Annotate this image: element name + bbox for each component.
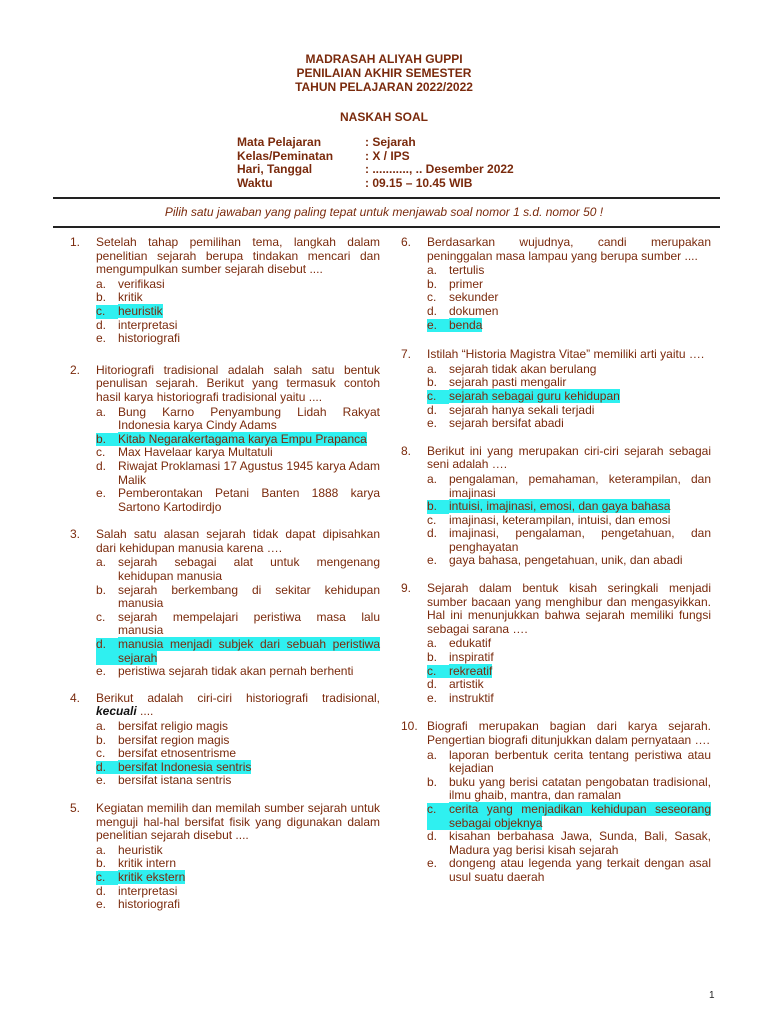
question-stem-text: Istilah “Historia Magistra Vitae” memiliki arti yaitu …. xyxy=(427,347,705,362)
option-text: buku yang berisi catatan pengobatan tradisional, ilmu ghaib, mantra, dan ramalan xyxy=(449,774,711,803)
option-text: tertulis xyxy=(449,263,485,278)
option-letter: b. xyxy=(96,290,107,305)
answer-option xyxy=(427,514,711,528)
question-number: 10. xyxy=(401,719,418,734)
option-text: kritik intern xyxy=(118,856,177,871)
option-text: Pemberontakan Petani Banten 1888 karya Sartono Kartodirdjo xyxy=(118,486,380,514)
question-number: 4. xyxy=(70,690,81,705)
answer-option xyxy=(96,278,380,292)
answer-option xyxy=(96,611,380,638)
option-text: edukatif xyxy=(449,636,492,651)
answer-option xyxy=(96,433,380,447)
option-letter: d. xyxy=(427,303,438,318)
option-letter: e. xyxy=(96,897,107,912)
option-text xyxy=(118,871,380,885)
question-stem xyxy=(427,236,711,263)
question-body xyxy=(427,720,711,884)
answer-option xyxy=(96,885,380,899)
answer-options xyxy=(96,406,380,515)
option-letter: a. xyxy=(427,747,438,762)
highlighted-answer: rekreatif xyxy=(449,663,493,678)
option-letter: c. xyxy=(427,390,449,404)
option-text: sekunder xyxy=(449,290,499,305)
answer-options xyxy=(96,556,380,678)
question-number: 7. xyxy=(401,347,412,362)
answer-option xyxy=(96,487,380,514)
exam-meta xyxy=(237,136,514,190)
option-letter: d. xyxy=(96,458,107,473)
option-letter: a. xyxy=(96,555,107,570)
answer-option xyxy=(427,554,711,568)
option-text: artistik xyxy=(449,677,484,692)
option-letter: b. xyxy=(96,856,107,871)
option-letter: d. xyxy=(96,317,107,332)
answer-option xyxy=(96,319,380,333)
answer-option xyxy=(427,527,711,554)
meta-row xyxy=(237,136,514,150)
instruction-text: Pilih satu jawaban yang paling tepat untuk menjawab soal nomor 1 s.d. nomor 50 ! xyxy=(164,205,604,219)
option-letter: a. xyxy=(96,719,107,733)
option-text: historiografi xyxy=(118,331,181,346)
divider-bottom xyxy=(53,226,720,228)
meta-row xyxy=(237,150,514,164)
question-stem-text: Biografi merupakan bagian dari karya sejarah. Pengertian biografi ditunjukkan dalam pernyataan …. xyxy=(427,719,711,747)
option-text: sejarah hanya sekali terjadi xyxy=(449,402,595,417)
answer-option xyxy=(96,871,380,885)
answer-options xyxy=(427,749,711,885)
exam-header xyxy=(0,52,768,124)
option-text xyxy=(118,761,380,775)
question-stem-text: Berikut ini yang merupakan ciri-ciri sejarah sebagai seni adalah …. xyxy=(427,443,711,472)
question-number: 2. xyxy=(70,362,81,377)
option-letter: d. xyxy=(96,761,118,775)
highlighted-answer: Kitab Negarakertagama karya Empu Prapanca xyxy=(118,431,367,446)
answer-option xyxy=(96,584,380,611)
question-body xyxy=(427,348,711,431)
option-text: dokumen xyxy=(449,303,499,318)
answer-option xyxy=(96,720,380,734)
question-body xyxy=(96,802,380,912)
option-text: gaya bahasa, pengetahuan, unik, dan abadi xyxy=(449,553,683,568)
meta-label: Kelas/Peminatan xyxy=(237,148,334,163)
option-letter: a. xyxy=(96,842,107,857)
answer-option xyxy=(96,665,380,679)
meta-value: : X / IPS xyxy=(365,148,410,163)
highlighted-answer: intuisi, imajinasi, emosi, dan gaya bahasa xyxy=(449,499,671,514)
question-body xyxy=(427,582,711,705)
answer-option xyxy=(96,761,380,775)
question-number: 3. xyxy=(70,527,81,542)
option-letter: a. xyxy=(427,263,438,278)
question-stem-text: Berdasarkan wujudnya, candi merupakan peninggalan masa lampau yang berupa sumber .... xyxy=(427,235,711,263)
question-item xyxy=(401,445,711,568)
option-text: sejarah berkembang di sekitar kehidupan manusia xyxy=(118,582,380,611)
answer-option xyxy=(96,734,380,748)
answer-option xyxy=(96,638,380,665)
question-stem xyxy=(427,720,711,747)
option-letter: b. xyxy=(96,582,107,597)
option-text: historiografi xyxy=(118,897,181,912)
option-text xyxy=(118,638,380,665)
answer-options xyxy=(427,473,711,568)
highlighted-answer: heuristik xyxy=(118,303,163,318)
question-stem xyxy=(427,582,711,636)
option-letter: b. xyxy=(427,500,449,514)
answer-option xyxy=(427,857,711,884)
option-text xyxy=(449,665,711,679)
answer-option xyxy=(427,830,711,857)
answer-option xyxy=(427,404,711,418)
option-text: Max Havelaar karya Multatuli xyxy=(118,445,273,460)
answer-option xyxy=(427,319,711,333)
answer-option xyxy=(427,363,711,377)
question-item xyxy=(401,348,711,431)
exam-name: PENILAIAN AKHIR SEMESTER xyxy=(296,66,472,80)
answer-option xyxy=(96,844,380,858)
questions-right-column xyxy=(401,236,711,885)
question-stem-text: Hitoriografi tradisional adalah salah satu bentuk penulisan sejarah. Berikut yang termasuk contoh hasil karya historiografi tradisional yaitu .... xyxy=(96,362,380,404)
option-text xyxy=(449,319,711,333)
option-text: imajinasi, keterampilan, intuisi, dan emosi xyxy=(449,512,671,527)
meta-label: Mata Pelajaran xyxy=(237,135,322,149)
option-letter: e. xyxy=(427,856,438,871)
answer-option xyxy=(96,291,380,305)
question-item xyxy=(401,720,711,884)
questions-left-column xyxy=(70,236,380,912)
option-text xyxy=(118,305,380,319)
option-letter: d. xyxy=(96,883,107,898)
option-letter: e. xyxy=(96,486,107,501)
answer-option xyxy=(427,665,711,679)
answer-option xyxy=(427,749,711,776)
highlighted-answer: sejarah sebagai guru kehidupan xyxy=(449,388,620,403)
option-letter: d. xyxy=(427,526,438,541)
question-body xyxy=(96,364,380,515)
option-letter: b. xyxy=(96,433,118,447)
option-text: sejarah pasti mengalir xyxy=(449,375,567,390)
option-letter: c. xyxy=(96,746,106,761)
question-stem xyxy=(96,802,380,843)
question-body xyxy=(96,528,380,679)
option-letter: a. xyxy=(427,636,438,651)
option-letter: c. xyxy=(96,871,118,885)
option-text: sejarah sebagai alat untuk mengenang kehidupan manusia xyxy=(118,555,380,584)
answer-option xyxy=(96,898,380,912)
answer-option xyxy=(427,692,711,706)
option-text: kritik xyxy=(118,290,143,305)
answer-option xyxy=(427,278,711,292)
answer-option xyxy=(427,776,711,803)
option-letter: a. xyxy=(96,276,107,291)
option-letter: d. xyxy=(427,677,438,692)
answer-option xyxy=(96,446,380,460)
highlighted-answer: bersifat Indonesia sentris xyxy=(118,759,252,774)
academic-year: TAHUN PELAJARAN 2022/2022 xyxy=(295,80,473,94)
question-stem xyxy=(96,364,380,405)
meta-label: Hari, Tanggal xyxy=(237,162,313,176)
answer-option xyxy=(96,305,380,319)
option-text: imajinasi, pengalaman, pengetahuan, dan penghayatan xyxy=(449,526,711,554)
option-letter: b. xyxy=(427,375,438,390)
option-text: sejarah tidak akan berulang xyxy=(449,361,597,376)
question-number: 1. xyxy=(70,235,81,249)
answer-option xyxy=(96,857,380,871)
option-letter: c. xyxy=(427,512,437,527)
option-text xyxy=(449,500,711,514)
meta-row xyxy=(237,163,514,177)
option-letter: a. xyxy=(427,361,438,376)
question-number: 8. xyxy=(401,443,412,458)
document-title: NASKAH SOAL xyxy=(339,110,428,124)
answer-option xyxy=(427,678,711,692)
question-stem-text: Setelah tahap pemilihan tema, langkah dalam penelitian sejarah berupa tindakan mencari dan mengumpulkan sumber sejarah disebut .... xyxy=(96,235,380,277)
option-text: sejarah mempelajari peristiwa masa lalu manusia xyxy=(118,609,380,638)
question-item xyxy=(70,802,380,912)
option-text: inspiratif xyxy=(449,650,494,665)
question-item xyxy=(70,364,380,515)
question-stem xyxy=(96,528,380,555)
question-stem xyxy=(96,692,380,719)
option-text: bersifat region magis xyxy=(118,732,230,747)
option-text: Bung Karno Penyambung Lidah Rakyat Indonesia karya Cindy Adams xyxy=(118,404,380,433)
page-number: 1 xyxy=(709,990,715,1001)
answer-options xyxy=(427,264,711,332)
option-text: laporan berbentuk cerita tentang peristiwa atau kejadian xyxy=(449,747,711,776)
meta-value: : 09.15 – 10.45 WIB xyxy=(365,175,473,190)
question-stem xyxy=(427,348,711,362)
option-text: heuristik xyxy=(118,842,163,857)
option-letter: e. xyxy=(427,690,438,705)
option-text: bersifat religio magis xyxy=(118,719,229,733)
highlighted-answer: kritik ekstern xyxy=(118,869,186,884)
question-number: 9. xyxy=(401,581,412,596)
answer-option xyxy=(96,556,380,583)
answer-option xyxy=(427,500,711,514)
option-text: bersifat etnosentrisme xyxy=(118,746,237,761)
option-text: instruktif xyxy=(449,690,494,705)
option-text: kisahan berbahasa Jawa, Sunda, Bali, Sasak, Madura yag berisi kisah sejarah xyxy=(449,829,711,857)
option-text xyxy=(118,433,380,447)
option-letter: e. xyxy=(427,553,438,568)
option-text: interpretasi xyxy=(118,317,178,332)
option-letter: c. xyxy=(427,290,437,305)
question-body xyxy=(96,692,380,788)
option-text: primer xyxy=(449,276,484,291)
answer-option xyxy=(96,406,380,433)
option-text: interpretasi xyxy=(118,883,178,898)
answer-option xyxy=(427,637,711,651)
answer-option xyxy=(427,376,711,390)
option-letter: d. xyxy=(96,638,118,665)
option-letter: d. xyxy=(427,829,438,844)
answer-option xyxy=(96,332,380,346)
highlighted-answer: cerita yang menjadikan kehidupan seseorang sebagai objeknya xyxy=(449,801,711,830)
question-stem-emphasis: kecuali xyxy=(96,704,137,719)
answer-option xyxy=(96,747,380,761)
option-letter: a. xyxy=(96,404,107,419)
question-item xyxy=(401,236,711,332)
option-letter: c. xyxy=(96,305,118,319)
question-item xyxy=(401,582,711,705)
answer-option xyxy=(427,651,711,665)
question-stem-text: Berikut adalah ciri-ciri historiografi tradisional, xyxy=(96,690,380,705)
option-letter: e. xyxy=(427,416,438,431)
option-letter: b. xyxy=(427,774,438,789)
option-text: sejarah bersifat abadi xyxy=(449,416,564,431)
option-letter: c. xyxy=(96,445,106,460)
answer-option xyxy=(427,473,711,500)
answer-options xyxy=(96,720,380,788)
question-stem-tail: .... xyxy=(136,704,154,719)
answer-option xyxy=(427,264,711,278)
question-item xyxy=(70,692,380,788)
question-item xyxy=(70,528,380,679)
answer-option xyxy=(427,417,711,431)
school-name: MADRASAH ALIYAH GUPPI xyxy=(305,52,463,66)
answer-option xyxy=(427,803,711,830)
divider-top xyxy=(53,197,720,199)
question-number: 6. xyxy=(401,235,412,249)
answer-options xyxy=(427,363,711,431)
question-stem-text: Kegiatan memilih dan memilah sumber sejarah untuk menguji hal-hal bersifat fisik yang digunakan dalam penelitian sejarah disebut .... xyxy=(96,800,380,843)
answer-option xyxy=(427,305,711,319)
answer-option xyxy=(427,291,711,305)
question-item xyxy=(70,236,380,346)
highlighted-answer: manusia menjadi subjek dari sebuah peristiwa sejarah xyxy=(118,637,380,665)
option-letter: e. xyxy=(96,773,107,788)
meta-value: : Sejarah xyxy=(365,135,416,149)
option-letter: b. xyxy=(427,650,438,665)
option-letter: b. xyxy=(427,276,438,291)
answer-option xyxy=(427,390,711,404)
question-number: 5. xyxy=(70,800,81,815)
meta-value: : ..........., .. Desember 2022 xyxy=(365,162,514,176)
question-body xyxy=(427,445,711,568)
option-letter: d. xyxy=(427,402,438,417)
question-stem-text: Sejarah dalam bentuk kisah seringkali menjadi sumber bacaan yang menghibur dan mengasyikkan. Hal ini menunjukkan bahwa sejarah memiliki fungsi sebagai sarana …. xyxy=(427,581,711,636)
option-letter: e. xyxy=(96,664,107,679)
question-stem xyxy=(427,445,711,472)
answer-options xyxy=(96,844,380,912)
option-text xyxy=(449,803,711,830)
option-letter: e. xyxy=(96,331,107,346)
option-letter: b. xyxy=(96,732,107,747)
option-text: Riwajat Proklamasi 17 Agustus 1945 karya Adam Malik xyxy=(118,458,380,487)
question-body xyxy=(96,236,380,346)
highlighted-answer: benda xyxy=(449,317,483,332)
option-text: verifikasi xyxy=(118,276,165,291)
answer-option xyxy=(96,460,380,487)
answer-options xyxy=(427,637,711,705)
meta-label: Waktu xyxy=(237,175,273,190)
option-text xyxy=(449,390,711,404)
option-letter: c. xyxy=(427,803,449,830)
answer-option xyxy=(96,774,380,788)
question-body xyxy=(427,236,711,332)
option-letter: c. xyxy=(96,609,106,624)
question-stem xyxy=(96,236,380,277)
option-text: pengalaman, pemahaman, keterampilan, dan imajinasi xyxy=(449,471,711,500)
meta-row xyxy=(237,177,514,191)
option-text: bersifat istana sentris xyxy=(118,773,232,788)
option-letter: c. xyxy=(427,665,449,679)
option-text: dongeng atau legenda yang terkait dengan asal usul suatu daerah xyxy=(449,856,711,884)
option-text: peristiwa sejarah tidak akan pernah berhenti xyxy=(118,664,354,679)
option-letter: a. xyxy=(427,471,438,486)
option-letter: e. xyxy=(427,319,449,333)
answer-options xyxy=(96,278,380,346)
question-stem-text: Salah satu alasan sejarah tidak dapat dipisahkan dari kehidupan manusia karena …. xyxy=(96,527,380,555)
